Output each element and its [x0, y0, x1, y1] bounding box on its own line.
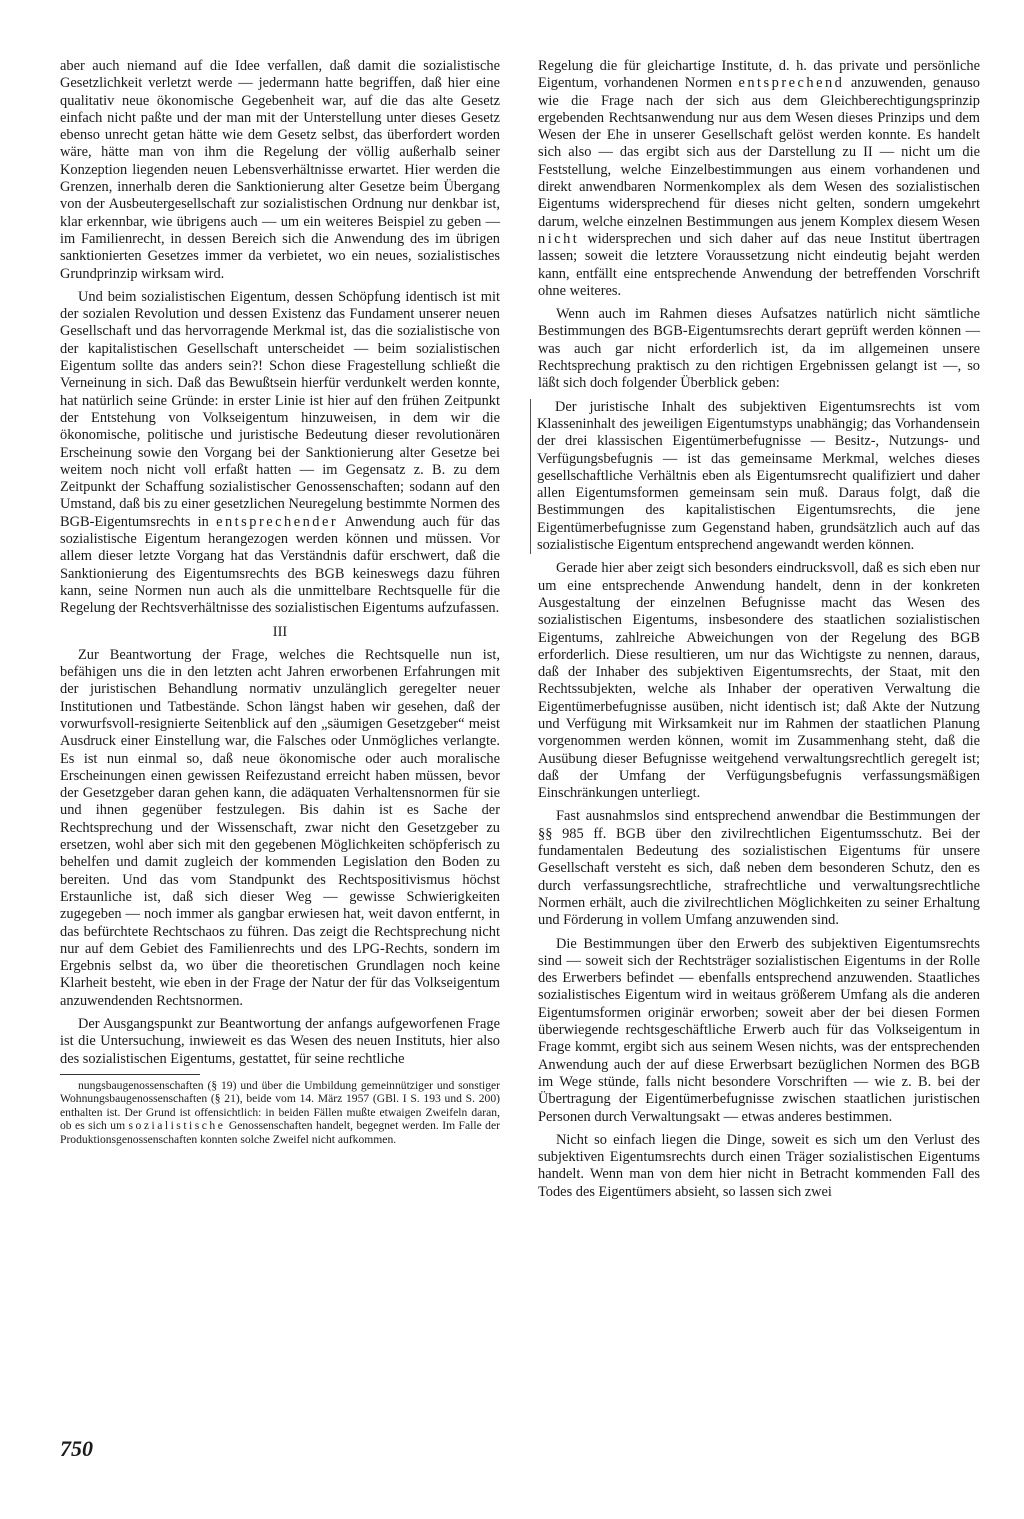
page-number: 750 — [60, 1436, 93, 1461]
right-column — [538, 58, 980, 1207]
footnote — [60, 1079, 500, 1146]
paragraph: Die Bestimmungen über den Erwerb des subjektiven Eigentumsrechts sind — soweit sich der Rechtsträger sozialistischen Eigentums in der Rolle des Erwerbers befindet — ebenfalls entsprechend anzuwenden. Staatliches sozialistisches Eigentum wird in weitaus größerem Umfang als die anderen Eigentumsformen originär erworben; soweit aber der bei diesen Formen überwiegende rechtsgeschäftliche Erwerb auch für das Volkseigentum in Frage kommt, ergibt sich aus seinem Wesen nichts, was der entsprechenden Anwendung auch der auf diese Erwerbsart bezüglichen Normen des BGB im Wege stünde, falls nicht besondere Vorschriften — wie z. B. bei der Übertragung der Eigentümerbefugnisse zwischen staatlichen juristischen Personen durch Verwaltungsakt — etwas anderes bestimmen. — [538, 935, 980, 1125]
paragraph: Zur Beantwortung der Frage, welches die Rechtsquelle nun ist, befähigen uns die in den letzten acht Jahren erworbenen Erfahrungen mit der juristischen Behandlung normativ unzulänglich geregelter neuer Institutionen und Tatbestände. Schon längst haben wir gesehen, daß der vorwurfsvoll-resignierte Seitenblick auf den „säumigen Gesetzgeber“ meist Ausdruck einer Einstellung war, die Falsches oder Unmögliches verlangte. Es ist nun einmal so, daß neue ökonomische oder auch moralische Erscheinungen einen gewissen Reifezustand erreicht haben müssen, bevor der Gesetzgeber daran gehen kann, die adäquaten Verhaltensnormen für sie und ihnen gegenüber festzulegen. Bis dahin ist es Sache der Rechtsprechung und der Wissenschaft, zwar nicht den Gesetzgeber zu ersetzen, wohl aber sich mit den gegebenen Möglichkeiten schöpferisch zu behelfen und damit zugleich der kommenden Legislation den Boden zu bereiten. Und das vom Standpunkt des Rechtspositivismus höchst Erstaunliche ist, daß sich dieser Weg — gewisse Schwierigkeiten zugegeben — noch immer als gangbar erwiesen hat, weit davon entfernt, in das befürchtete Rechtschaos zu führen. Das zeigt die Rechtsprechung nicht nur auf dem Gebiet des Familienrechts und des LPG-Rechts, sondern im Ergebnis selbst da, wo über die theoretischen Grundlagen noch keine Klarheit besteht, wie eben in der Frage der Natur der für das Volkseigentum anzuwendenden Rechtsnormen. — [60, 646, 500, 1009]
emphasized-text: nicht — [538, 230, 580, 247]
paragraph: Der Ausgangspunkt zur Beantwortung der anfangs aufgeworfenen Frage ist die Untersuchung, inwieweit es das Wesen des neuen Instituts, hier also des sozialistischen Eigentums, gestattet, für seine rechtliche — [60, 1016, 500, 1067]
paragraph: aber auch niemand auf die Idee verfallen, daß damit die sozialistische Gesetzlichkeit verletzt werde — jedermann hatte begriffen, daß hier eine qualitativ neue ökonomische Gegebenheit war, auf die das alte Gesetz einfach nicht paßte und der man mit der Unterstellung unter dieses Gesetz ebenso unrecht getan hätte wie dem Gesetz selbst, das überfordert worden wäre, hätte man von ihm die Regelung der völlig außerhalb seiner Konzeption liegenden neuen Lebensverhältnisse erwartet. Hier werden die Grenzen, innerhalb deren die Sanktionierung alter Gesetze beim Übergang von der Ausbeutergesellschaft zur sozialistischen Ordnung nur denkbar ist, klar erkennbar, wie übrigens auch — um ein weiteres Beispiel zu geben — im Familienrecht, in dessen Bereich sich die Anwendung des im übrigen sanktionierten Gesetzes immer da verbietet, wo ein neues, sozialistisches Grundprinzip wirksam wird. — [60, 58, 500, 282]
text-run: Regelung die für gleichartige Institute, d. h. das private und persönliche Eigentum, vorhandenen Normen — [538, 58, 980, 92]
text-run: Und beim sozialistischen Eigentum, dessen Schöpfung identisch ist mit der sozialen Revolution und dessen Existenz das Fundament unserer neuen Gesellschaft und das hervorragende Merkmal ist, das die sozialistische von der kapitalistischen Gesellschaft unterscheidet — beim sozialistischen Eigentum sollte das anders sein?! Schon diese Fragestellung schließt die Verneinung in sich. Daß das Bewußtsein hierfür verdunkelt werden konnte, hat natürlich seine Gründe: in erster Linie ist hier auf den frühen Zeitpunkt der Entstehung von Volkseigentum hinzuweisen, in dem wir die ökonomische, politische und juristische Bedeutung dieser revolutionären Erscheinung sowie den Vorgang bei der Sanktionierung alter Gesetze bei weitem noch nicht voll erfaßt hatten — im Gegensatz z. B. zu dem Zeitpunkt der Schaffung sozialistischer Genossenschaften; sodann auf den Umstand, daß bis zu einer gesetzlichen Neuregelung bestimmte Normen des BGB-Eigentumsrechts in — [60, 288, 500, 530]
text-run: anzuwenden, genauso wie die Frage nach der sich aus dem Gleichberechtigungsprinzip ergebenden Rechtsanwendung nur aus dem Wesen dieses Prinzips und dem Wesen der Ehe in unserer Gesellschaft gelöst werden konnte. Es handelt sich also — das ergibt sich aus der Darstellung zu II — nicht um die Feststellung, welche Einzelbestimmungen aus einem vorhandenen und direkt anwendbaren Normenkomplex als dem Wesen des sozialistischen Eigentums widersprechend für dieses nicht gelten, sondern umgekehrt darum, welche einzelnen Bestimmungen aus jenem Komplex diesem Wesen — [538, 75, 980, 230]
section-heading: III — [272, 623, 288, 640]
footnote-divider — [60, 1074, 200, 1075]
paragraph: Der juristische Inhalt des subjektiven Eigentumsrechts ist vom Klasseninhalt des jeweiligen Eigentumstyps unabhängig; das Vorhandensein der drei klassischen Eigentümerbefugnisse — Besitz-, Nutzungs- und Verfügungsbefugnis — ist das gemeinsame Merkmal, welches dieses gesellschaftliche Verhältnis eben als Eigentumsrecht qualifiziert und daher allen Eigentumsformen gemeinsam sein muß. Daraus folgt, daß die Bestimmungen des kapitalistischen Eigentumsrechts, die jene Eigentümerbefugnisse zum Gegenstand haben, grundsätzlich auch auf das sozialistische Eigentum entsprechend angewandt werden können. — [530, 399, 980, 555]
paragraph: Nicht so einfach liegen die Dinge, soweit es sich um den Verlust des subjektiven Eigentumsrechts durch einen Träger sozialistischen Eigentums handelt. Wenn man von dem hier nicht in Betracht kommenden Fall des Todes des Eigentümers absieht, so lassen sich zwei — [538, 1131, 980, 1200]
paragraph: Wenn auch im Rahmen dieses Aufsatzes natürlich nicht sämtliche Bestimmungen des BGB-Eigentumsrechts derart geprüft werden können — was auch gar nicht erforderlich ist, da im allgemeinen unsere Rechtsprechung praktisch zu den richtigen Ergebnissen gelangt ist —, so läßt sich doch folgender Überblick geben: — [538, 306, 980, 392]
emphasized-text: sozialistische — [128, 1119, 226, 1133]
text-run: Anwendung auch für das sozialistische Eigentum herangezogen werden können und müssen. Vor allem dieser letzte Vorgang hat das Verständnis dafür erschwert, daß die Sanktionierung des Eigentumsrechts des BGB keineswegs dazu führen kann, seine Normen nun auch als die unmittelbare Rechtsquelle für die Regelung der Rechtsverhältnisse des sozialistischen Eigentums aufzufassen. — [60, 513, 501, 617]
paragraph — [538, 58, 980, 300]
emphasized-text: entsprechend — [738, 75, 845, 92]
emphasized-text: entsprechender — [216, 513, 339, 530]
paragraph — [60, 289, 500, 618]
text-run: Genossenschaften handelt, begegnet werden. Im Falle der Produktionsgenossenschaften konnten solche Zweifel nicht aufkommen. — [60, 1119, 500, 1146]
left-column — [60, 58, 500, 1152]
text-run: widersprechen und sich daher auf das neue Institut übertragen lassen; soweit die letztere Voraussetzung nicht eindeutig bejaht werden kann, entfällt eine entsprechende Anwendung der betreffenden Vorschrift ohne weiteres. — [538, 230, 980, 299]
paragraph: Gerade hier aber zeigt sich besonders eindrucksvoll, daß es sich eben nur um eine entsprechende Anwendung handelt, denn in der konkreten Ausgestaltung der einzelnen Befugnisse macht das Wesen des sozialistischen Eigentums, insbesondere des staatlichen sozialistischen Eigentums, zahlreiche Abweichungen von der Regelung des BGB erforderlich. Diese resultieren, um nur das Wichtigste zu nennen, daraus, daß der Inhaber des subjektiven Eigentumsrechts, der Staat, mit den Rechtssubjekten, welche als Inhaber der operativen Verwaltung die Eigentümerbefugnisse ausüben, nicht identisch ist; daß Akte der Nutzung und Verfügung mit Wirksamkeit nur im Rahmen der staatlichen Planung vorgenommen werden können, womit im Zusammenhang steht, daß die Ausübung dieser Befugnisse weitgehend verwaltungsrechtlich geregelt ist; daß der Umfang der Verfügungsbefugnis verfassungsmäßigen Einschränkungen unterliegt. — [538, 560, 980, 802]
paragraph: Fast ausnahmslos sind entsprechend anwendbar die Bestimmungen der §§ 985 ff. BGB über den zivilrechtlichen Eigentumsschutz. Bei der fundamentalen Bedeutung des sozialistischen Eigentums für unsere Gesellschaft versteht es sich, daß neben dem besonderen Schutz, den es durch verfassungsrechtliche, strafrechtliche und verwaltungsrechtliche Normen erhält, auch die zivilrechtlichen Möglichkeiten zu seiner Erhaltung und Förderung in vollem Umfang anzuwenden sind. — [538, 808, 980, 929]
text-run: nungsbaugenossenschaften (§ 19) und über die Umbildung gemeinnütziger und sonstiger Wohnungsbaugenossenschaften (§ 21), beide vom 14. März 1957 (GBl. I S. 193 und S. 200) enthalten ist. Der Grund ist offensichtlich: in beiden Fällen mußte etwaigen Zweifeln daran, ob es sich um — [60, 1078, 500, 1133]
